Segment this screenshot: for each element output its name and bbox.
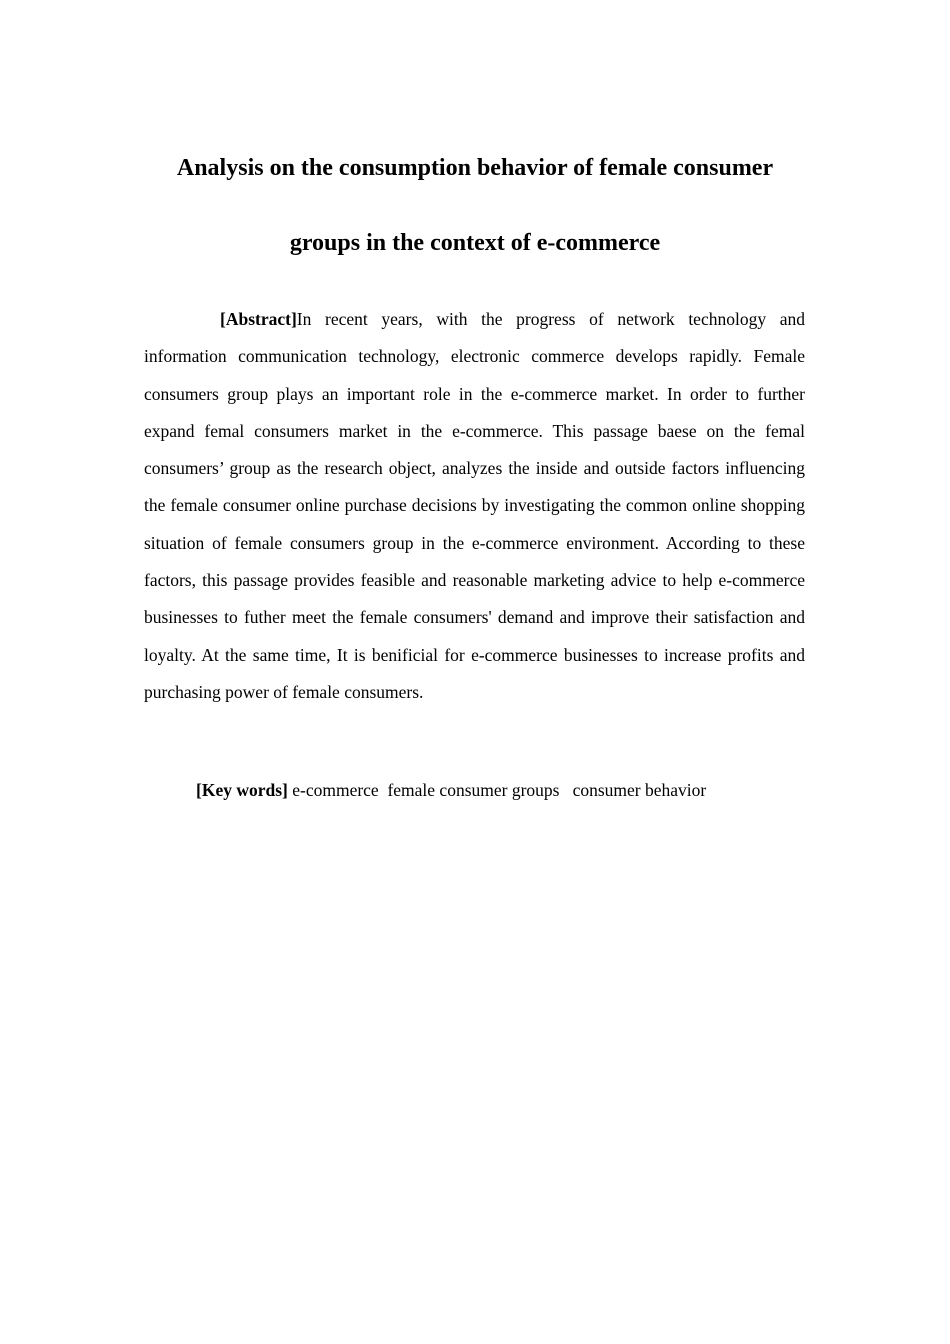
abstract-paragraph	[144, 301, 805, 711]
abstract-label: [Abstract]	[220, 309, 297, 329]
keywords-text: e-commerce female consumer groups consumer behavior	[287, 780, 707, 800]
title-line-2: groups in the context of e-commerce	[289, 230, 661, 256]
abstract-text: In recent years, with the progress of network technology and information communication technology, electronic commerce develops rapidly. Female consumers group plays an important role in the e-commerce market. In order to further expand femal consumers market in the e-commerce. This passage baese on the femal consumers’ group as the research object, analyzes the inside and outside factors influencing the female consumer online purchase decisions by investigating the common online shopping situation of female consumers group in the e-commerce environment. According to these factors, this passage provides feasible and reasonable marketing advice to help e-commerce businesses to futher meet the female consumers' demand and improve their satisfaction and loyalty. At the same time, It is benificial for e-commerce businesses to increase profits and purchasing power of female consumers.	[144, 309, 805, 702]
keywords-label: [Key words]	[196, 780, 288, 800]
title-line-1: Analysis on the consumption behavior of female consumer	[176, 155, 774, 181]
keywords-line	[196, 776, 836, 804]
